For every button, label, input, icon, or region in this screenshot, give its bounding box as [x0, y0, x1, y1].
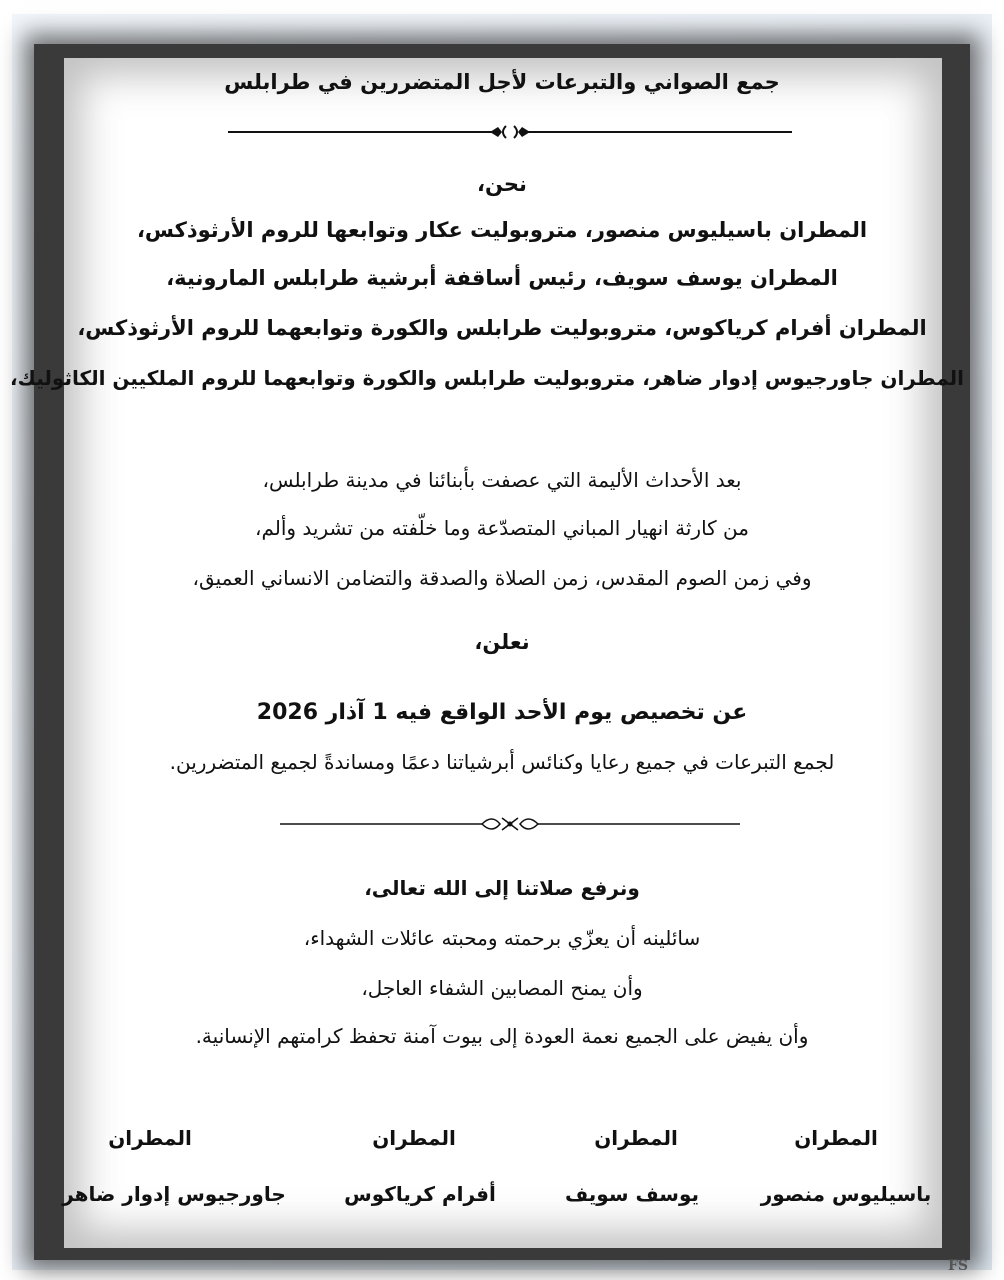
ornament-divider-top — [220, 122, 800, 142]
bishop-line: المطران باسيليوس منصور، متروبوليت عكار وتوابعها للروم الأرثوذكس، — [136, 218, 868, 242]
signature-name: جاورجيوس إدوار ضاهر — [62, 1182, 286, 1206]
context-line: من كارثة انهيار المباني المتصدّعة وما خلّفته من تشريد وألم، — [254, 516, 749, 540]
purpose-line: لجمع التبرعات في جميع رعايا وكنائس أبرشياتنا دعمًا ومساندةً لجميع المتضررين. — [169, 750, 835, 774]
bishop-line: المطران أفرام كرياكوس، متروبوليت طرابلس والكورة وتوابعهما للروم الأرثوذكس، — [77, 316, 927, 340]
ornament-divider-middle — [220, 814, 800, 834]
signature-name: باسيليوس منصور — [760, 1182, 932, 1206]
document-title: جمع الصواني والتبرعات لأجل المتضررين في طرابلس — [224, 70, 780, 94]
context-line: بعد الأحداث الأليمة التي عصفت بأبنائنا في مدينة طرابلس، — [262, 468, 742, 492]
prayer-line: وأن يفيض على الجميع نعمة العودة إلى بيوت آمنة تحفظ كرامتهم الإنسانية. — [195, 1024, 809, 1048]
bishop-line: المطران يوسف سويف، رئيس أساقفة أبرشية طرابلس المارونية، — [166, 266, 838, 290]
prayer-line: سائلينه أن يعزّي برحمته ومحبته عائلات الشهداء، — [303, 926, 701, 950]
prayer-intro: ونرفع صلاتنا إلى الله تعالى، — [364, 876, 640, 900]
signature-name: يوسف سويف — [564, 1182, 700, 1206]
dedication-line: عن تخصيص يوم الأحد الواقع فيه 1 آذار 2026 — [256, 700, 748, 725]
signature-title: المطران — [372, 1126, 456, 1150]
we-heading: نحن، — [477, 172, 527, 196]
corner-watermark: FS — [947, 1258, 968, 1274]
prayer-line: وأن يمنح المصابين الشفاء العاجل، — [361, 976, 643, 1000]
bishop-line: المطران جاورجيوس إدوار ضاهر، متروبوليت طرابلس والكورة وتوابعهما للروم الملكيين الكاثوليك، — [10, 366, 964, 390]
announce-heading: نعلن، — [474, 630, 530, 654]
signature-title: المطران — [794, 1126, 878, 1150]
signature-title: المطران — [108, 1126, 192, 1150]
signature-title: المطران — [594, 1126, 678, 1150]
context-line: وفي زمن الصوم المقدس، زمن الصلاة والصدقة والتضامن الانساني العميق، — [192, 566, 812, 590]
signature-name: أفرام كرياكوس — [344, 1182, 496, 1206]
